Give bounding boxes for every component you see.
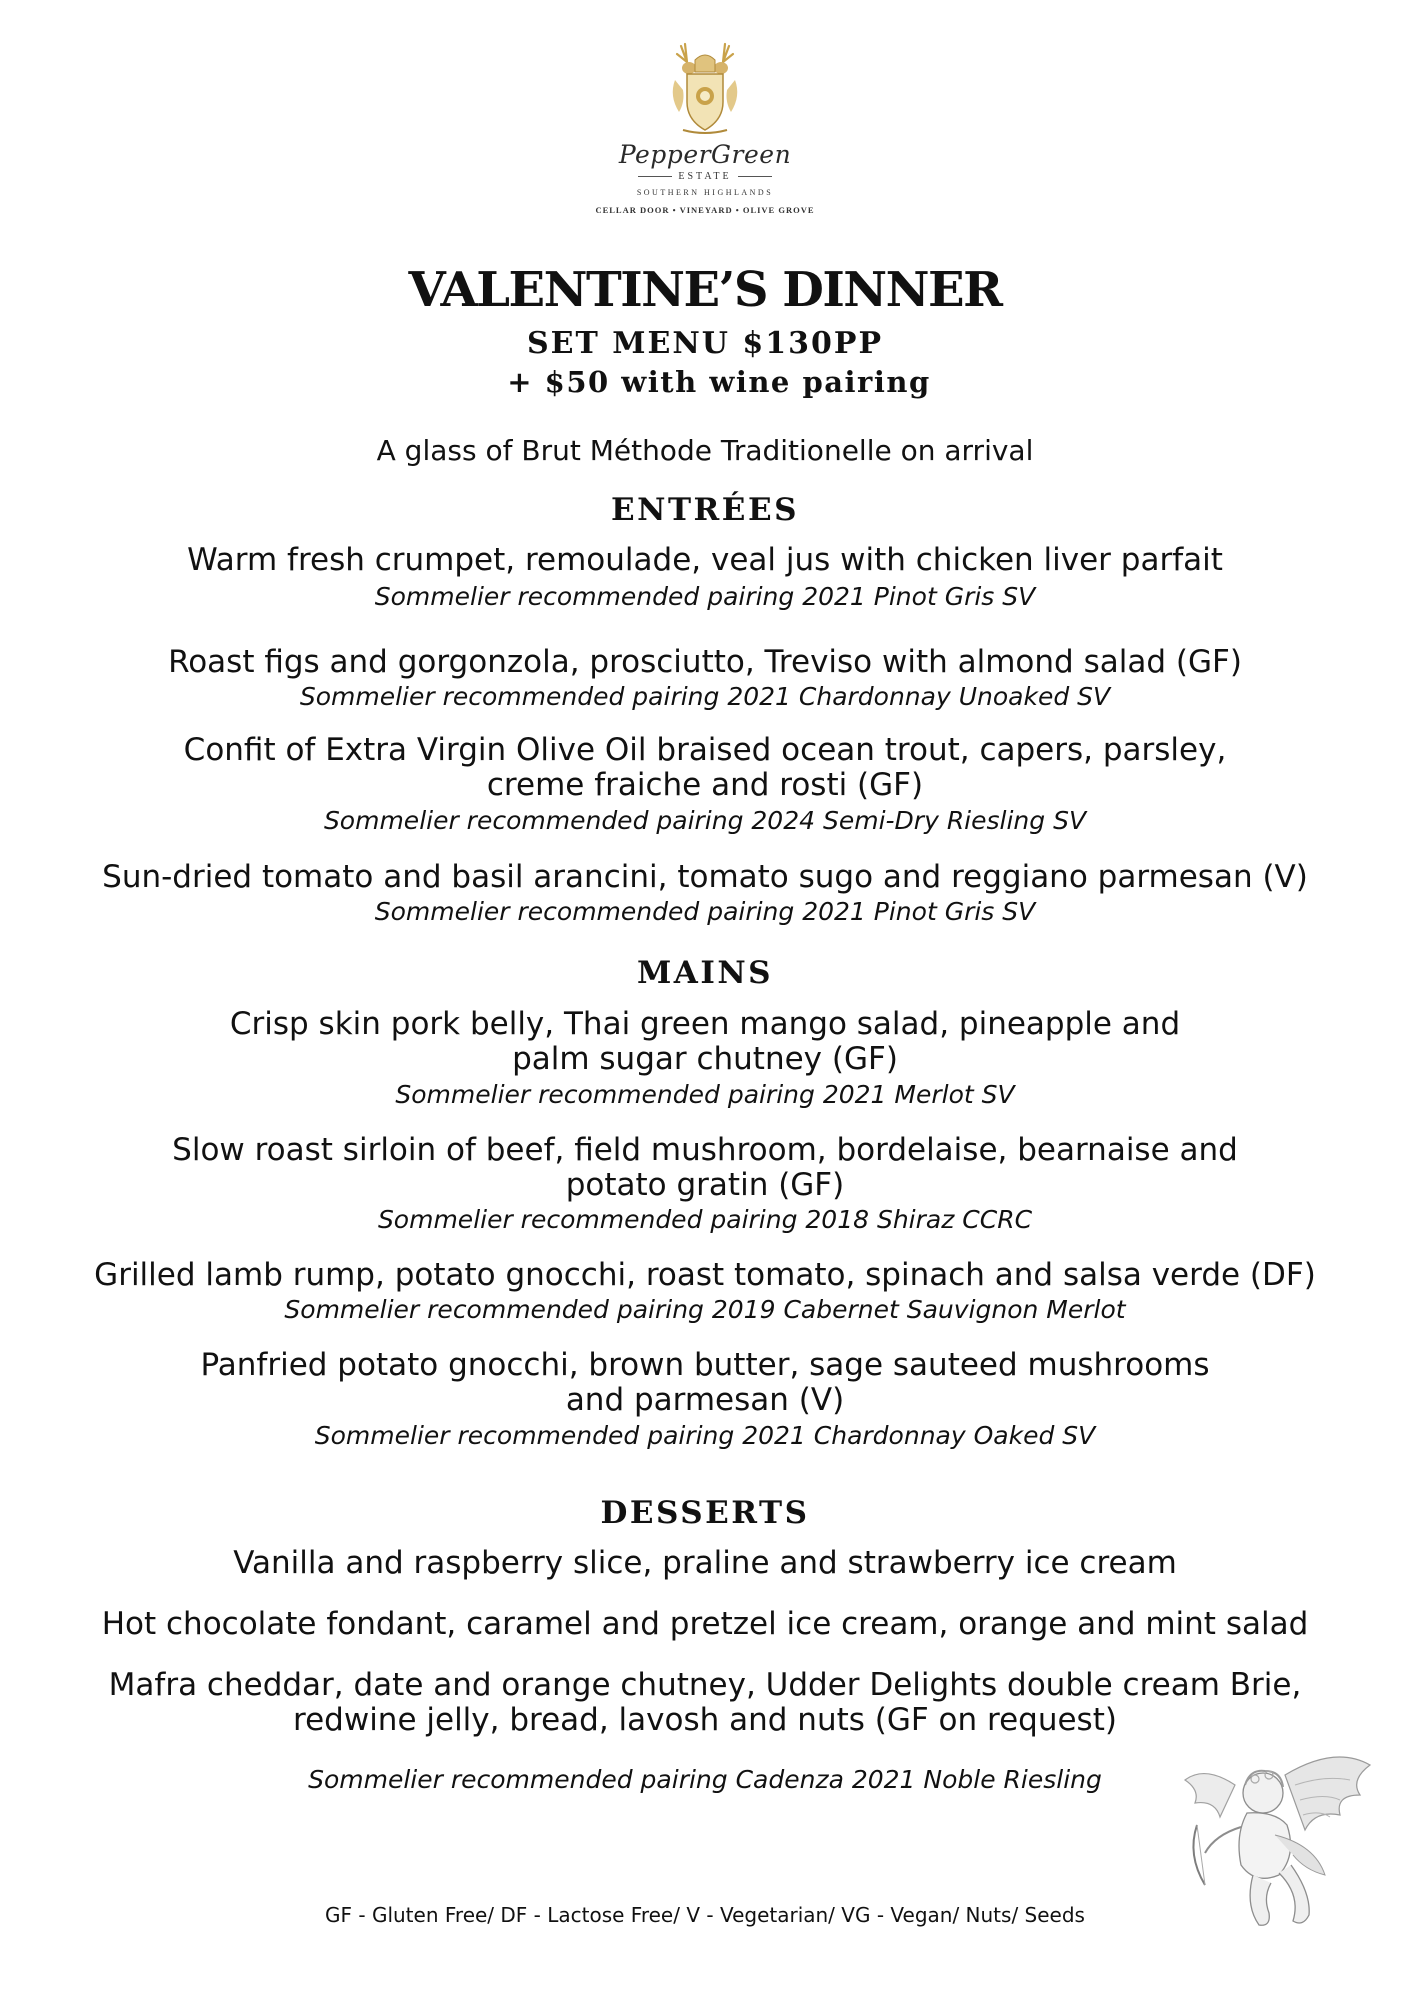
dessert-dish-3: Mafra cheddar, date and orange chutney, Udder Delights double cream Brie, redwine jelly, bread, lavosh and nuts (GF on request): [108, 1667, 1302, 1738]
set-menu-price: SET MENU $130PP: [526, 326, 883, 361]
entree-pairing-4: Sommelier recommended pairing 2021 Pinot Gris SV: [374, 897, 1036, 926]
dessert-dish-2: Hot chocolate fondant, caramel and pretzel ice cream, orange and mint salad: [101, 1606, 1309, 1642]
page-title: VALENTINE’S DINNER: [408, 262, 1002, 318]
entree-dish-4: Sun-dried tomato and basil arancini, tomato sugo and reggiano parmesan (V): [102, 859, 1308, 895]
entrees-heading: ENTRÉES: [611, 492, 799, 528]
entree-pairing-1: Sommelier recommended pairing 2021 Pinot Gris SV: [374, 582, 1036, 611]
logo-wordmark: PepperGreen: [618, 140, 792, 169]
main-pairing-2: Sommelier recommended pairing 2018 Shiraz CCRC: [377, 1205, 1033, 1234]
entree-dish-1: Warm fresh crumpet, remoulade, veal jus with chicken liver parfait: [187, 542, 1223, 578]
main-dish-2: Slow roast sirloin of beef, field mushroom, bordelaise, bearnaise and potato gratin (GF): [172, 1132, 1238, 1203]
main-dish-1: Crisp skin pork belly, Thai green mango salad, pineapple and palm sugar chutney (GF): [229, 1006, 1181, 1077]
main-pairing-4: Sommelier recommended pairing 2021 Chardonnay Oaked SV: [314, 1421, 1096, 1450]
dessert-dish-1: Vanilla and raspberry slice, praline and strawberry ice cream: [233, 1545, 1177, 1581]
dessert-pairing: Sommelier recommended pairing Cadenza 2021 Noble Riesling: [308, 1765, 1102, 1794]
main-pairing-1: Sommelier recommended pairing 2021 Merlot SV: [395, 1080, 1015, 1109]
main-dish-3: Grilled lamb rump, potato gnocchi, roast tomato, spinach and salsa verde (DF): [94, 1257, 1316, 1293]
wine-pairing-price: + $50 with wine pairing: [507, 365, 931, 399]
entree-dish-2: Roast figs and gorgonzola, prosciutto, Treviso with almond salad (GF): [168, 644, 1242, 680]
entree-pairing-2: Sommelier recommended pairing 2021 Chardonnay Unoaked SV: [299, 682, 1111, 711]
crest-icon: [665, 40, 745, 136]
entree-dish-3: Confit of Extra Virgin Olive Oil braised ocean trout, capers, parsley, creme fraiche and rosti (GF): [183, 732, 1227, 803]
desserts-heading: DESSERTS: [600, 1495, 810, 1531]
main-dish-4: Panfried potato gnocchi, brown butter, sage sauteed mushrooms and parmesan (V): [200, 1347, 1210, 1418]
entree-pairing-3: Sommelier recommended pairing 2024 Semi-Dry Riesling SV: [323, 806, 1087, 835]
main-pairing-3: Sommelier recommended pairing 2019 Cabernet Sauvignon Merlot: [284, 1295, 1126, 1324]
mains-heading: MAINS: [636, 955, 774, 991]
logo-tagline: CELLAR DOOR • VINEYARD • OLIVE GROVE: [595, 205, 815, 215]
arrival-note: A glass of Brut Méthode Traditionelle on arrival: [376, 434, 1034, 467]
logo-estate: ESTATE: [555, 171, 855, 182]
dietary-legend: GF - Gluten Free/ DF - Lactose Free/ V - Vegetarian/ VG - Vegan/ Nuts/ Seeds: [325, 1903, 1085, 1927]
estate-logo: [555, 40, 855, 230]
logo-region: SOUTHERN HIGHLANDS: [636, 188, 774, 197]
